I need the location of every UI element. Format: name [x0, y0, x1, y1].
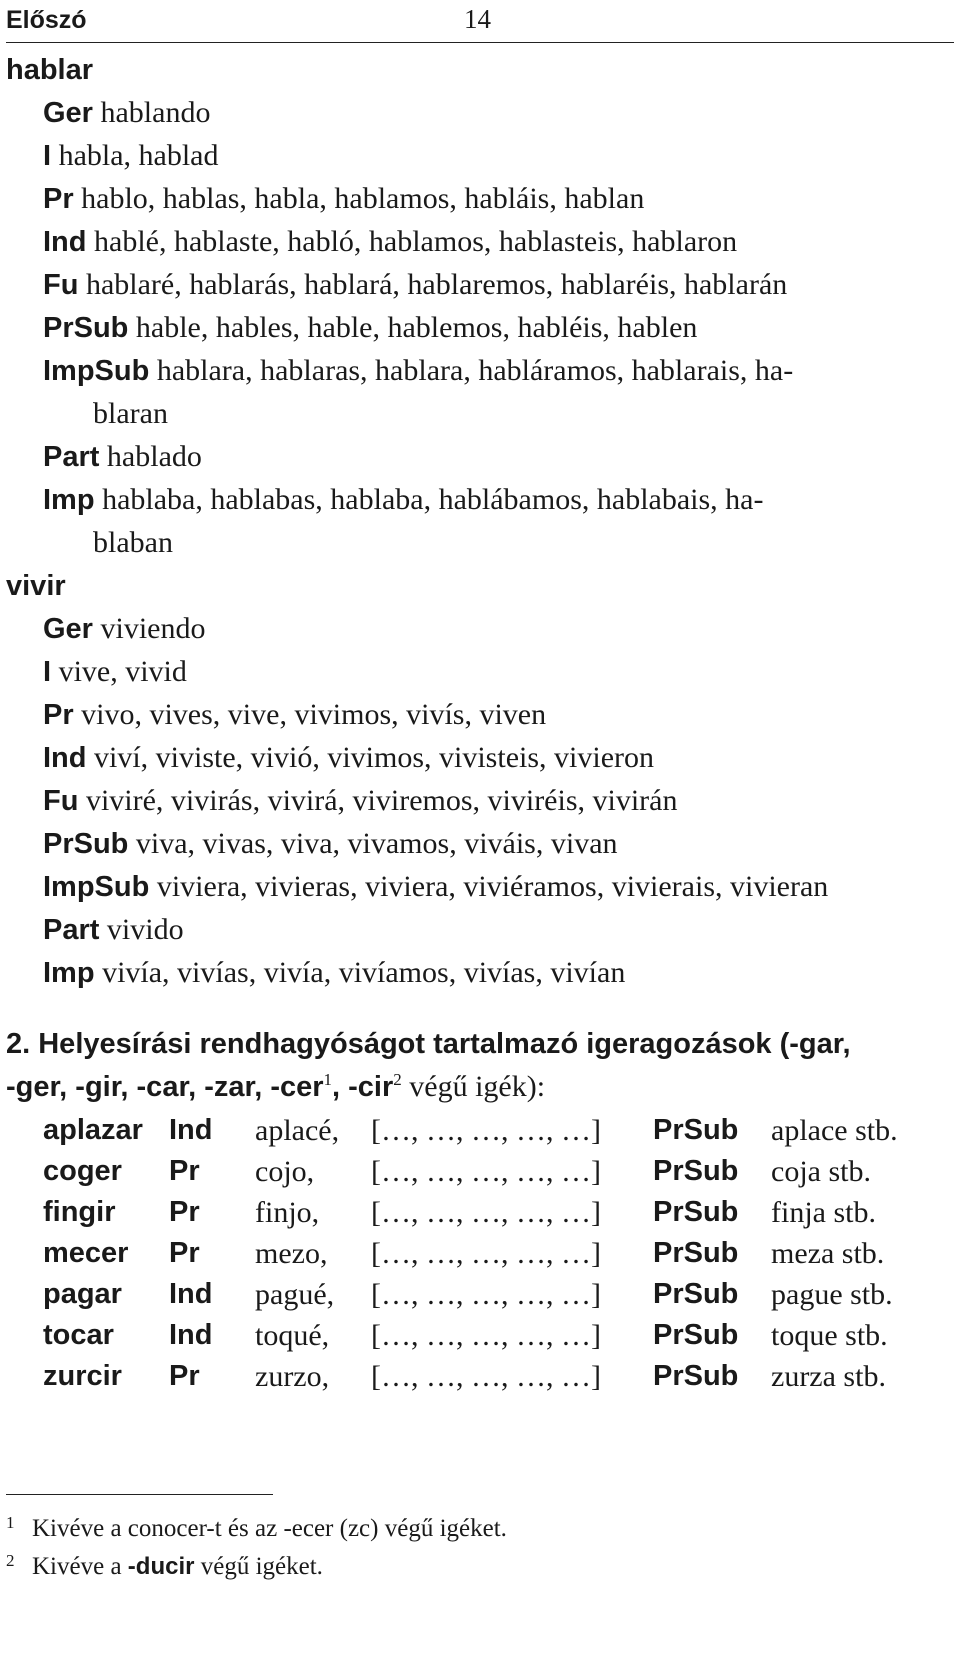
conjugated-forms: hablaré, hablarás, hablará, hablaremos, hablaréis, hablarán: [85, 268, 788, 301]
footnotes: [6, 1510, 954, 1586]
footnote-bold-suffix: -ducir: [127, 1553, 195, 1580]
conjugated-forms: viví, viviste, vivió, vivimos, vivisteis, vivieron: [94, 741, 654, 774]
section-heading-tail: végű igék):: [401, 1070, 546, 1103]
tense-tag: PrSub: [43, 828, 129, 860]
conjugated-forms: vive, vivid: [58, 655, 187, 688]
conjugation-line: [6, 306, 954, 349]
conjugated-forms: hablé, hablaste, habló, hablamos, hablasteis, hablaron: [94, 225, 738, 258]
footnote-rule: [6, 1494, 273, 1495]
conjugation-line: [6, 349, 954, 392]
table-subjunctive-tag: PrSub: [653, 1237, 739, 1269]
verb-headword: hablar: [6, 54, 94, 86]
table-subjunctive-form: finja stb.: [771, 1195, 876, 1229]
table-tense: Ind: [169, 1319, 213, 1351]
tense-tag: ImpSub: [43, 871, 150, 903]
tense-tag: ImpSub: [43, 355, 150, 387]
table-elided-forms: […, …, …, …, …]: [371, 1236, 601, 1270]
conjugation-line: [6, 91, 954, 134]
table-subjunctive-form: pague stb.: [771, 1277, 893, 1311]
table-elided-forms: […, …, …, …, …]: [371, 1113, 601, 1147]
tense-tag: Ger: [43, 613, 93, 645]
section-heading: [6, 1065, 954, 1108]
table-subjunctive-form: meza stb.: [771, 1236, 885, 1270]
table-verb: coger: [43, 1155, 122, 1187]
section-heading-suffixes: -ger, -gir, -car, -zar, -cer: [6, 1071, 324, 1103]
main-text: [6, 48, 954, 1397]
conjugation-line: [6, 865, 954, 908]
footnote-text: Kivéve a: [32, 1553, 128, 1580]
conjugated-forms: viviré, vivirás, vivirá, viviremos, viviréis, vivirán: [85, 784, 678, 817]
header-rule: [6, 42, 954, 43]
table-elided-forms: […, …, …, …, …]: [371, 1277, 601, 1311]
section-heading-suffix-cir: , -cir: [332, 1071, 394, 1103]
table-tense: Pr: [169, 1155, 200, 1187]
table-form: mezo,: [255, 1236, 328, 1270]
spacer: [6, 994, 954, 1022]
table-subjunctive-tag: PrSub: [653, 1196, 739, 1228]
tense-tag: Imp: [43, 484, 95, 516]
table-tense: Ind: [169, 1114, 213, 1146]
conjugation-line: [6, 478, 954, 521]
conjugated-forms: vivido: [106, 913, 184, 946]
table-row: [43, 1151, 898, 1192]
conjugation-line: [6, 822, 954, 865]
table-subjunctive-tag: PrSub: [653, 1114, 739, 1146]
table-subjunctive-tag: PrSub: [653, 1155, 739, 1187]
conjugation-line: [6, 134, 954, 177]
footnote-ref-2[interactable]: 2: [393, 1070, 402, 1089]
footnote-number: 1: [6, 1513, 15, 1532]
table-row: [43, 1274, 898, 1315]
table-subjunctive-form: coja stb.: [771, 1154, 871, 1188]
conjugation-line: [6, 908, 954, 951]
conjugation-line: [6, 650, 954, 693]
table-tense: Ind: [169, 1278, 213, 1310]
tense-tag: Ind: [43, 742, 87, 774]
conjugation-line: [6, 951, 954, 994]
table-form: zurzo,: [255, 1359, 330, 1393]
conjugated-forms: hablara, hablaras, hablara, habláramos, hablarais, ha-: [156, 354, 794, 387]
tense-tag: I: [43, 140, 52, 172]
table-subjunctive-form: toque stb.: [771, 1318, 888, 1352]
table-elided-forms: […, …, …, …, …]: [371, 1359, 601, 1393]
table-verb: zurcir: [43, 1360, 122, 1392]
footnote-text: Kivéve a conocer-t és az -ecer (zc) végű igéket.: [32, 1515, 507, 1542]
table-subjunctive-tag: PrSub: [653, 1278, 739, 1310]
conjugated-forms: viviendo: [100, 612, 206, 645]
footnote-text-end: végű igéket.: [194, 1553, 323, 1580]
footnote-ref-1[interactable]: 1: [323, 1070, 333, 1089]
table-row: [43, 1192, 898, 1233]
conjugation-line: [6, 220, 954, 263]
conjugation-line: [6, 435, 954, 478]
tense-tag: Fu: [43, 785, 79, 817]
conjugation-continuation: blaban: [93, 526, 173, 559]
footnote-number: 2: [6, 1551, 15, 1570]
footnote-2: [6, 1548, 954, 1586]
table-form: cojo,: [255, 1154, 315, 1188]
conjugated-forms: hablando: [100, 96, 211, 129]
table-row: [43, 1315, 898, 1356]
table-row: [43, 1233, 898, 1274]
verb-entry-hablar: [6, 48, 954, 91]
footnote-1: [6, 1510, 954, 1548]
verb-entry-vivir: [6, 564, 954, 607]
tense-tag: Part: [43, 914, 100, 946]
section-heading: [6, 1022, 954, 1065]
table-verb: pagar: [43, 1278, 122, 1310]
table-form: pagué,: [255, 1277, 335, 1311]
page-number: 14: [464, 4, 491, 34]
tense-tag: Fu: [43, 269, 79, 301]
table-tense: Pr: [169, 1237, 200, 1269]
irregular-verbs-table: [43, 1110, 898, 1397]
header-section-title: Előszó: [6, 6, 87, 34]
table-subjunctive-tag: PrSub: [653, 1360, 739, 1392]
tense-tag: Pr: [43, 699, 74, 731]
conjugated-forms: habla, hablad: [58, 139, 219, 172]
table-verb: fingir: [43, 1196, 116, 1228]
conjugation-line: [6, 607, 954, 650]
table-tense: Pr: [169, 1196, 200, 1228]
tense-tag: Pr: [43, 183, 74, 215]
table-verb: aplazar: [43, 1114, 143, 1146]
table-tense: Pr: [169, 1360, 200, 1392]
table-elided-forms: […, …, …, …, …]: [371, 1154, 601, 1188]
conjugated-forms: vivo, vives, vive, vivimos, vivís, viven: [81, 698, 547, 731]
tense-tag: Ger: [43, 97, 93, 129]
table-row: [43, 1110, 898, 1151]
tense-tag: Ind: [43, 226, 87, 258]
table-form: finjo,: [255, 1195, 320, 1229]
conjugated-forms: viva, vivas, viva, vivamos, viváis, vivan: [135, 827, 618, 860]
table-elided-forms: […, …, …, …, …]: [371, 1318, 601, 1352]
running-header: [6, 4, 954, 44]
tense-tag: Imp: [43, 957, 95, 989]
conjugation-continuation: blaran: [93, 397, 168, 430]
table-subjunctive-form: zurza stb.: [771, 1359, 886, 1393]
table-verb: mecer: [43, 1237, 129, 1269]
table-elided-forms: […, …, …, …, …]: [371, 1195, 601, 1229]
conjugation-line: [6, 693, 954, 736]
table-form: aplacé,: [255, 1113, 340, 1147]
table-row: [43, 1356, 898, 1397]
table-subjunctive-form: aplace stb.: [771, 1113, 898, 1147]
conjugation-line: [6, 177, 954, 220]
conjugation-line: [6, 779, 954, 822]
conjugated-forms: viviera, vivieras, viviera, viviéramos, vivierais, vivieran: [156, 870, 829, 903]
conjugated-forms: hable, hables, hable, hablemos, habléis, hablen: [135, 311, 698, 344]
conjugation-line: [6, 736, 954, 779]
tense-tag: Part: [43, 441, 100, 473]
conjugated-forms: hablaba, hablabas, hablaba, hablábamos, hablabais, ha-: [102, 483, 764, 516]
table-form: toqué,: [255, 1318, 330, 1352]
conjugated-forms: hablado: [106, 440, 202, 473]
conjugation-line: [6, 263, 954, 306]
section-heading-line-1: 2. Helyesírási rendhagyóságot tartalmazó igeragozások (-gar,: [6, 1028, 851, 1060]
table-verb: tocar: [43, 1319, 114, 1351]
conjugated-forms: hablo, hablas, habla, hablamos, habláis, hablan: [81, 182, 645, 215]
verb-headword: vivir: [6, 570, 66, 602]
tense-tag: PrSub: [43, 312, 129, 344]
table-subjunctive-tag: PrSub: [653, 1319, 739, 1351]
tense-tag: I: [43, 656, 52, 688]
conjugated-forms: vivía, vivías, vivía, vivíamos, vivías, vivían: [102, 956, 626, 989]
